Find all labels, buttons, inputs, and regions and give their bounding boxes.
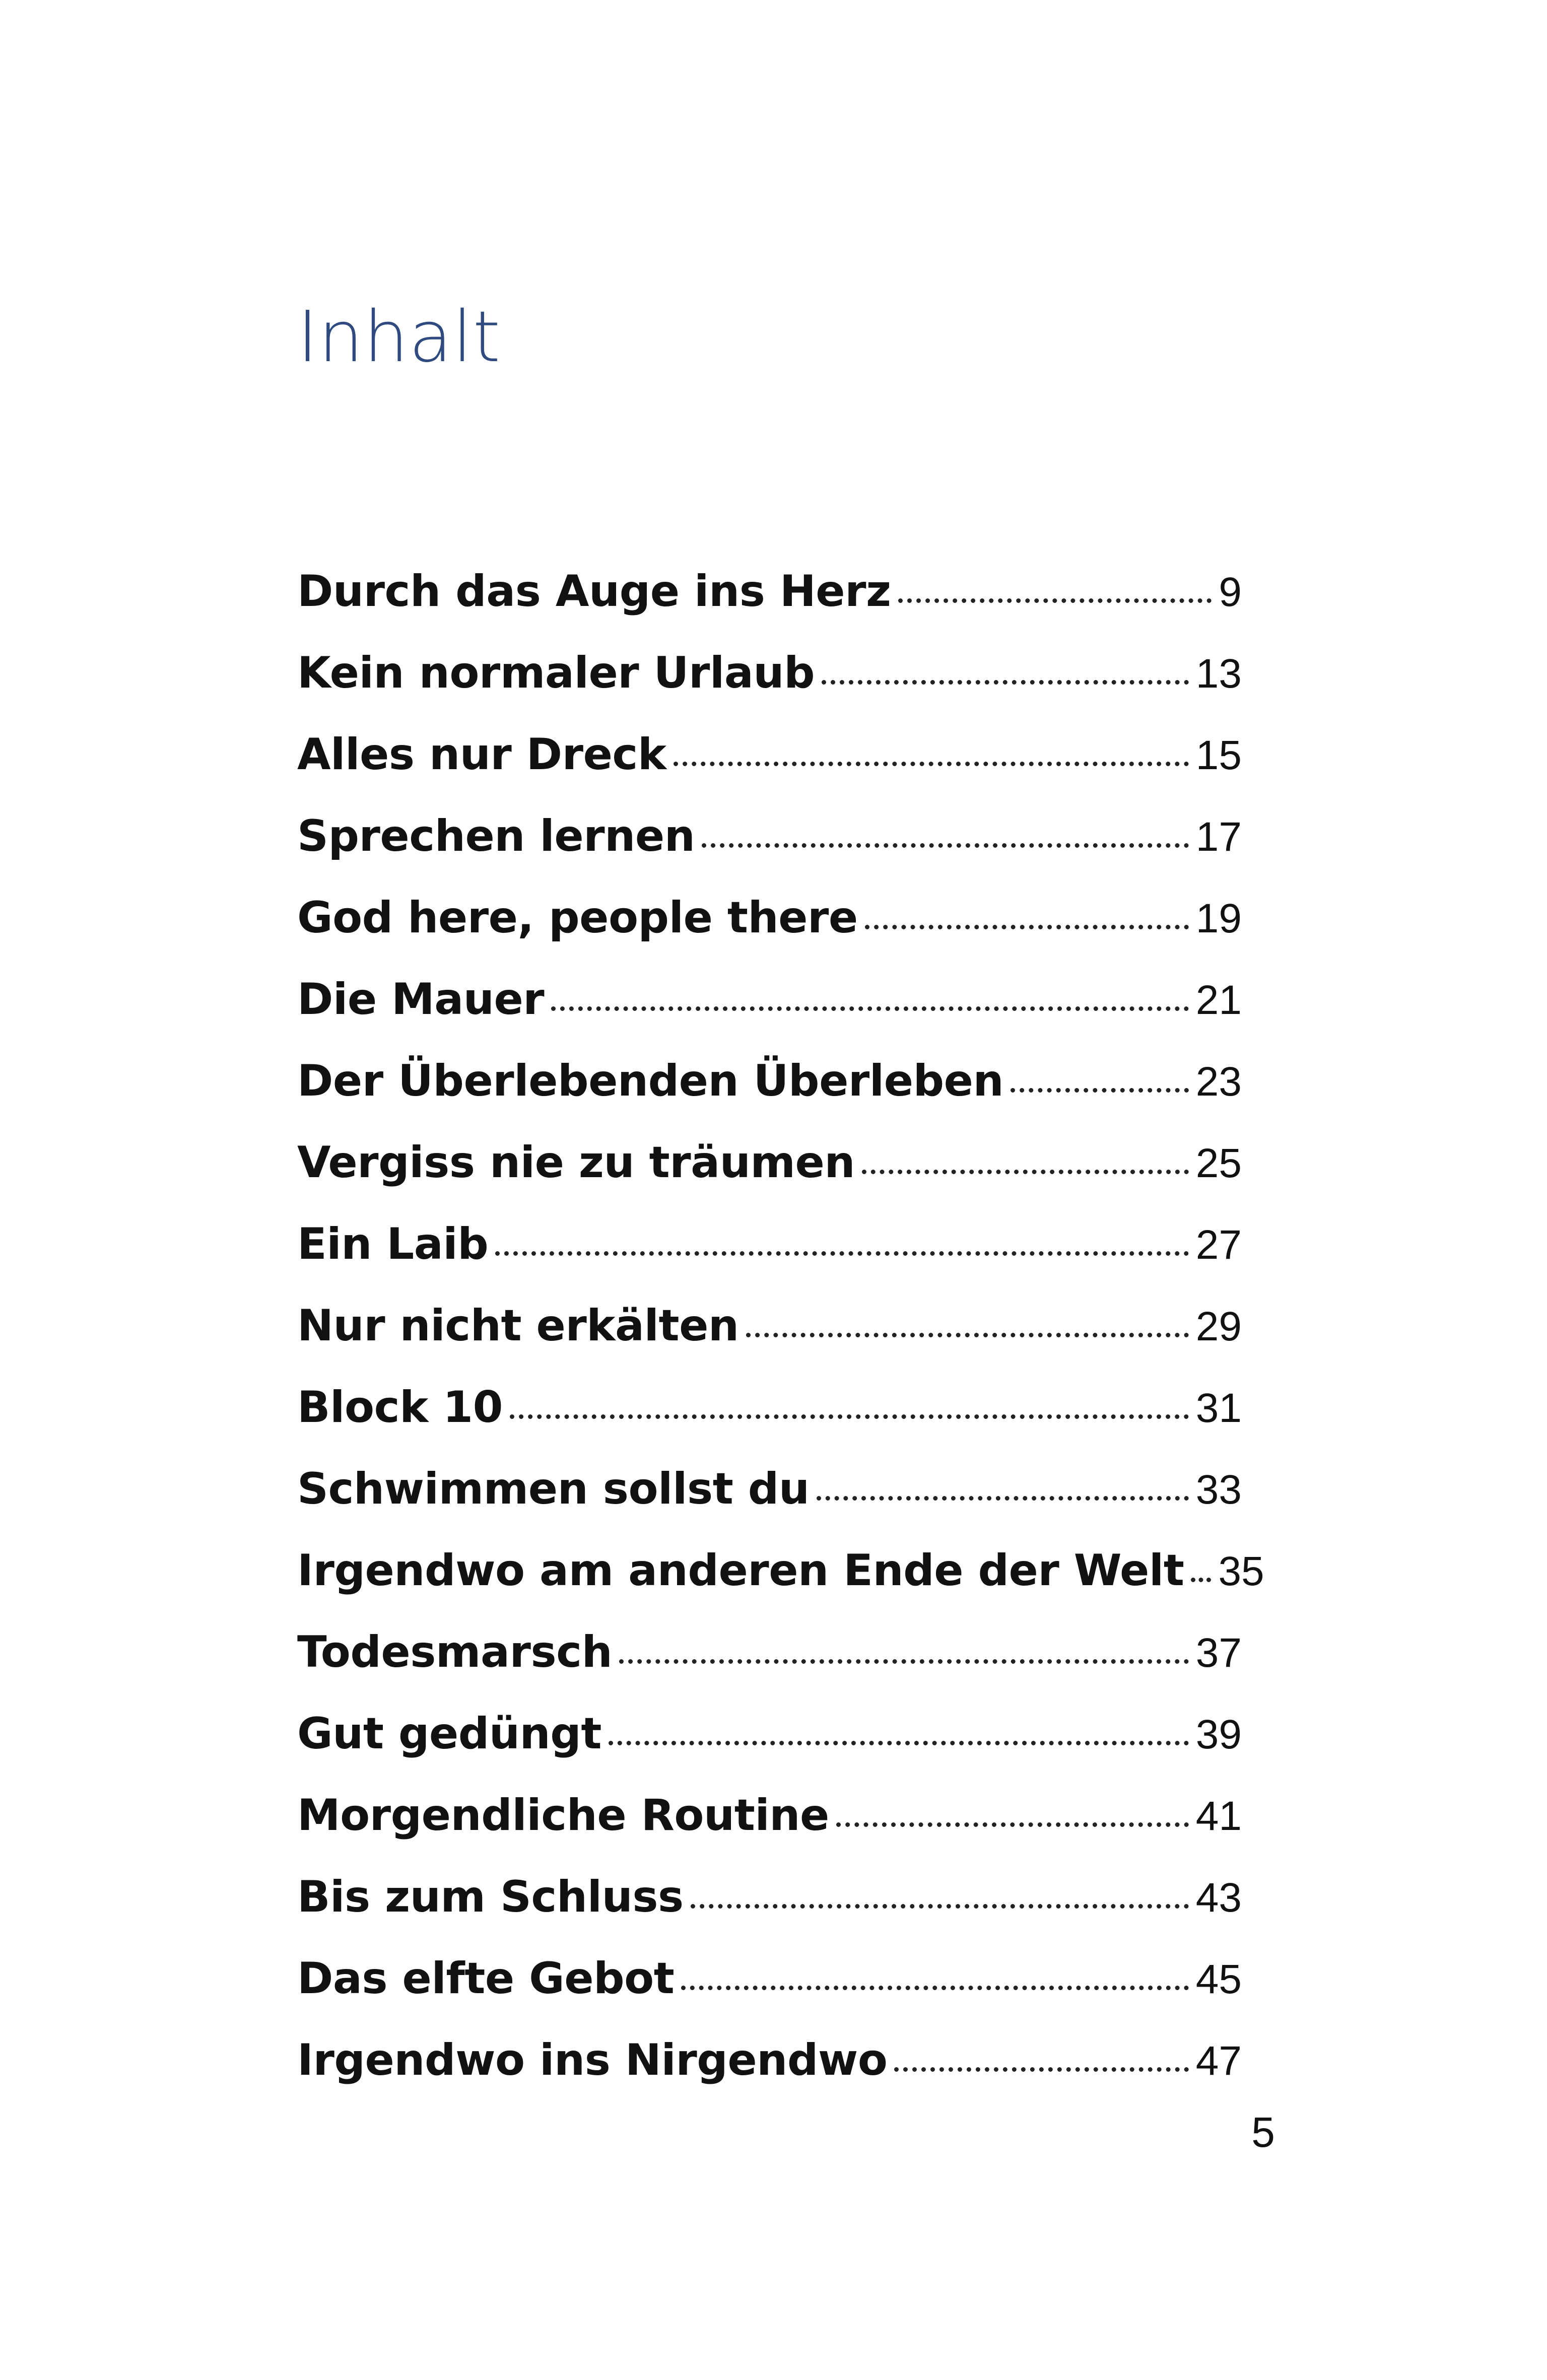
- toc-dot-leader: [862, 1170, 1189, 1174]
- toc-entry-title: Sprechen lernen: [297, 811, 695, 861]
- toc-dot-leader: [551, 1006, 1189, 1011]
- toc-entry[interactable]: [297, 1533, 1264, 1615]
- toc-dot-leader: [495, 1251, 1189, 1256]
- toc-entry-page: 35: [1218, 1548, 1264, 1594]
- toc-entry-title: Irgendwo am anderen Ende der Welt: [297, 1545, 1184, 1596]
- toc-entry[interactable]: [297, 880, 1242, 962]
- toc-dot-leader: [746, 1333, 1189, 1337]
- toc-dot-leader: [836, 1822, 1189, 1827]
- toc-entry-title: Die Mauer: [297, 974, 545, 1025]
- toc-entry[interactable]: [297, 1696, 1242, 1778]
- toc-entry[interactable]: [297, 1288, 1242, 1370]
- toc-entry[interactable]: [297, 1941, 1242, 2023]
- toc-entry-title: Schwimmen sollst du: [297, 1464, 810, 1514]
- toc-entry-page: 27: [1195, 1222, 1242, 1268]
- page-title: Inhalt: [297, 296, 501, 378]
- toc-entry-page: 37: [1195, 1630, 1242, 1676]
- toc-entry[interactable]: [297, 1207, 1242, 1288]
- toc-dot-leader: [898, 598, 1212, 603]
- toc-dot-leader: [691, 1904, 1189, 1909]
- toc-entry-page: 31: [1195, 1385, 1242, 1431]
- toc-entry-page: 17: [1195, 814, 1242, 860]
- toc-entry[interactable]: [297, 636, 1242, 717]
- toc-entry-page: 39: [1195, 1712, 1242, 1757]
- table-of-contents: [297, 554, 1264, 2104]
- toc-dot-leader: [817, 1496, 1189, 1501]
- toc-entry-page: 13: [1195, 651, 1242, 697]
- toc-entry-title: God here, people there: [297, 893, 858, 943]
- toc-entry-page: 47: [1195, 2038, 1242, 2084]
- toc-entry-page: 33: [1195, 1467, 1242, 1513]
- toc-entry[interactable]: [297, 2023, 1242, 2104]
- toc-dot-leader: [674, 762, 1189, 766]
- toc-entry-title: Nur nicht erkälten: [297, 1301, 739, 1351]
- toc-dot-leader: [681, 1986, 1188, 1990]
- toc-entry[interactable]: [297, 1860, 1242, 1941]
- toc-entry-title: Das elfte Gebot: [297, 1953, 675, 2004]
- toc-dot-leader: [619, 1659, 1188, 1664]
- toc-entry-title: Durch das Auge ins Herz: [297, 566, 891, 617]
- toc-entry[interactable]: [297, 962, 1242, 1044]
- toc-entry-page: 45: [1195, 1956, 1242, 2002]
- toc-entry-page: 9: [1219, 569, 1242, 615]
- toc-entry-page: 29: [1195, 1304, 1242, 1349]
- toc-entry[interactable]: [297, 1452, 1242, 1533]
- toc-dot-leader: [894, 2067, 1188, 2072]
- toc-entry-page: 19: [1195, 896, 1242, 941]
- toc-entry[interactable]: [297, 1615, 1242, 1696]
- toc-dot-leader: [822, 680, 1189, 685]
- toc-entry-title: Der Überlebenden Überleben: [297, 1056, 1004, 1106]
- toc-entry-page: 43: [1195, 1875, 1242, 1921]
- toc-entry-title: Todesmarsch: [297, 1627, 613, 1677]
- toc-entry-page: 15: [1195, 732, 1242, 778]
- toc-entry-page: 21: [1195, 977, 1242, 1023]
- toc-dot-leader: [609, 1741, 1189, 1745]
- toc-entry[interactable]: [297, 1778, 1242, 1860]
- toc-entry-title: Irgendwo ins Nirgendwo: [297, 2035, 888, 2085]
- toc-dot-leader: [1011, 1088, 1189, 1093]
- toc-entry[interactable]: [297, 1044, 1242, 1125]
- toc-entry-title: Bis zum Schluss: [297, 1872, 684, 1922]
- toc-entry[interactable]: [297, 1125, 1242, 1207]
- toc-entry[interactable]: [297, 717, 1242, 799]
- toc-entry-title: Vergiss nie zu träumen: [297, 1137, 855, 1188]
- page-number: 5: [1251, 2109, 1275, 2156]
- toc-entry[interactable]: [297, 799, 1242, 880]
- toc-dot-leader: [702, 843, 1188, 848]
- toc-entry-page: 25: [1195, 1140, 1242, 1186]
- toc-entry-title: Ein Laib: [297, 1219, 489, 1269]
- toc-entry[interactable]: [297, 554, 1242, 636]
- toc-dot-leader: [865, 925, 1189, 929]
- toc-entry-title: Alles nur Dreck: [297, 729, 666, 780]
- toc-entry[interactable]: [297, 1370, 1242, 1452]
- toc-entry-title: Kein normaler Urlaub: [297, 648, 815, 698]
- toc-entry-title: Block 10: [297, 1382, 503, 1433]
- toc-entry-page: 41: [1195, 1793, 1242, 1839]
- toc-entry-title: Gut gedüngt: [297, 1709, 601, 1759]
- toc-entry-page: 23: [1195, 1059, 1242, 1105]
- toc-dot-leader: [510, 1414, 1189, 1419]
- toc-entry-title: Morgendliche Routine: [297, 1790, 829, 1841]
- toc-dot-leader: [1191, 1578, 1211, 1582]
